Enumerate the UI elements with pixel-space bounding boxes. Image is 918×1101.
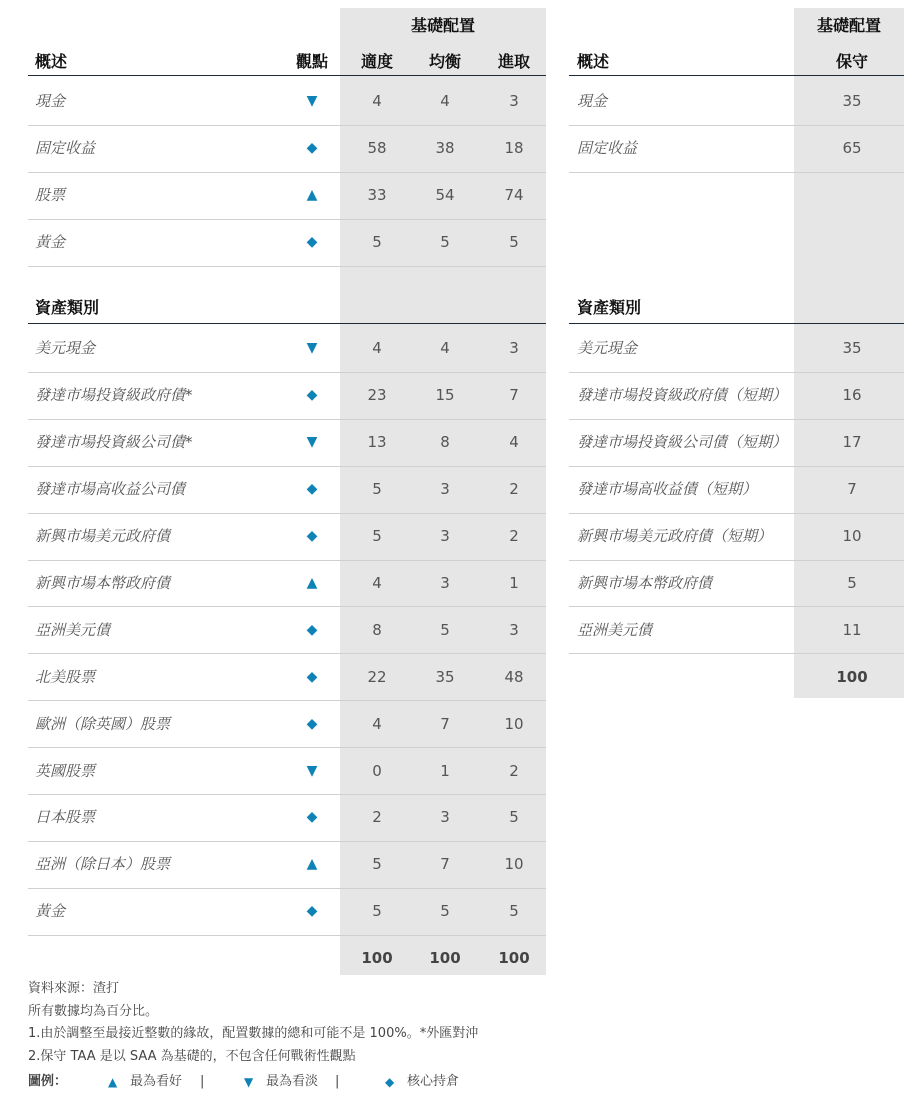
up-indicator-icon: ▲ <box>306 856 318 873</box>
moderate-value: 22 <box>367 667 387 686</box>
conservative-value: 11 <box>842 620 862 639</box>
conservative-total: 100 <box>836 667 868 686</box>
conservative-value: 16 <box>842 386 862 405</box>
left-header-view: 觀點 <box>296 52 329 71</box>
row-label: 發達市場高收益公司債 <box>35 480 186 499</box>
aggressive-value: 74 <box>504 186 524 205</box>
row-divider <box>28 560 546 561</box>
balanced-value: 38 <box>435 139 455 158</box>
row-label: 亞洲美元債 <box>577 620 653 639</box>
balanced-value: 5 <box>440 902 450 921</box>
row-divider <box>569 560 904 561</box>
moderate-value: 8 <box>372 620 382 639</box>
balanced-total: 100 <box>429 949 461 968</box>
left-header-agg: 進取 <box>497 52 530 71</box>
row-divider <box>28 172 546 173</box>
row-label: 美元現金 <box>577 339 638 358</box>
aggressive-value: 3 <box>509 620 519 639</box>
row-label: 固定收益 <box>577 139 638 158</box>
row-label: 新興市場本幣政府債 <box>577 573 713 592</box>
balanced-value: 4 <box>440 92 450 111</box>
balanced-value: 5 <box>440 620 450 639</box>
row-divider <box>569 172 904 173</box>
up-indicator-icon: ▲ <box>306 574 318 591</box>
core-indicator-icon: ◆ <box>306 668 318 685</box>
up-legend-icon: ▲ <box>108 1075 118 1089</box>
moderate-value: 5 <box>372 527 382 546</box>
row-divider <box>569 125 904 126</box>
core-indicator-icon: ◆ <box>306 809 318 826</box>
row-divider <box>569 466 904 467</box>
row-label: 美元現金 <box>35 339 96 358</box>
moderate-value: 5 <box>372 902 382 921</box>
down-indicator-icon: ▼ <box>306 434 318 451</box>
row-divider <box>28 125 546 126</box>
legend-separator: | <box>335 1074 340 1089</box>
row-divider <box>28 935 546 936</box>
balanced-value: 35 <box>435 667 455 686</box>
row-divider <box>28 653 546 654</box>
balanced-value: 3 <box>440 808 450 827</box>
legend-separator: | <box>200 1074 205 1089</box>
core-indicator-icon: ◆ <box>306 528 318 545</box>
moderate-value: 5 <box>372 233 382 252</box>
left-asset-rule <box>28 323 546 324</box>
row-label: 發達市場投資級公司債* <box>35 433 193 452</box>
right-header-rule <box>569 75 904 76</box>
row-divider <box>28 700 546 701</box>
row-label: 新興市場美元政府債 <box>35 527 171 546</box>
down-indicator-icon: ▼ <box>306 762 318 779</box>
right-group-header: 基礎配置 <box>816 16 881 35</box>
balanced-value: 5 <box>440 233 450 252</box>
core-indicator-icon: ◆ <box>306 715 318 732</box>
conservative-value: 17 <box>842 433 862 452</box>
left-header-overview: 概述 <box>35 52 68 71</box>
row-divider <box>28 794 546 795</box>
row-label: 歐洲（除英國）股票 <box>35 714 171 733</box>
balanced-value: 7 <box>440 855 450 874</box>
row-divider <box>28 747 546 748</box>
balanced-value: 7 <box>440 714 450 733</box>
core-indicator-icon: ◆ <box>306 481 318 498</box>
legend-label: 核心持倉 <box>407 1074 460 1089</box>
conservative-value: 5 <box>847 573 857 592</box>
footnote: 資料來源：渣打 <box>28 981 120 996</box>
row-divider <box>28 841 546 842</box>
row-label: 發達市場投資級政府債（短期） <box>577 386 788 405</box>
left-header-rule <box>28 75 546 76</box>
row-divider <box>569 419 904 420</box>
legend-label: 最為看淡 <box>266 1074 319 1089</box>
row-label: 亞洲美元債 <box>35 620 111 639</box>
row-label: 現金 <box>577 92 608 111</box>
aggressive-value: 4 <box>509 433 519 452</box>
row-label: 股票 <box>35 186 66 205</box>
aggressive-value: 2 <box>509 480 519 499</box>
core-indicator-icon: ◆ <box>306 621 318 638</box>
footnote: 所有數據均為百分比。 <box>28 1003 159 1019</box>
aggressive-value: 48 <box>504 667 524 686</box>
aggressive-value: 2 <box>509 761 519 780</box>
moderate-value: 0 <box>372 761 382 780</box>
row-label: 現金 <box>35 92 66 111</box>
row-divider <box>569 653 904 654</box>
core-indicator-icon: ◆ <box>306 903 318 920</box>
core-indicator-icon: ◆ <box>306 387 318 404</box>
right-asset-rule <box>569 323 904 324</box>
row-divider <box>28 372 546 373</box>
row-divider <box>28 888 546 889</box>
row-divider <box>569 372 904 373</box>
moderate-value: 13 <box>367 433 387 452</box>
down-indicator-icon: ▼ <box>306 340 318 357</box>
moderate-value: 23 <box>367 386 387 405</box>
moderate-value: 58 <box>367 139 387 158</box>
row-label: 發達市場高收益債（短期） <box>577 480 758 499</box>
right-header-overview: 概述 <box>577 52 610 71</box>
moderate-value: 4 <box>372 339 382 358</box>
balanced-value: 8 <box>440 433 450 452</box>
balanced-value: 1 <box>440 761 450 780</box>
row-label: 新興市場美元政府債（短期） <box>577 527 773 546</box>
up-indicator-icon: ▲ <box>306 187 318 204</box>
balanced-value: 15 <box>435 386 455 405</box>
right-asset-header: 資產類別 <box>577 298 642 317</box>
aggressive-value: 5 <box>509 808 519 827</box>
row-divider <box>28 513 546 514</box>
conservative-value: 10 <box>842 527 862 546</box>
left-header-bal: 均衡 <box>428 52 461 71</box>
moderate-total: 100 <box>361 949 393 968</box>
conservative-value: 7 <box>847 480 857 499</box>
left-group-header: 基礎配置 <box>410 16 475 35</box>
row-divider <box>28 466 546 467</box>
row-divider <box>28 266 546 267</box>
aggressive-total: 100 <box>498 949 530 968</box>
row-label: 黃金 <box>35 902 66 921</box>
moderate-value: 2 <box>372 808 382 827</box>
legend-title: 圖例： <box>28 1074 68 1089</box>
legend-label: 最為看好 <box>130 1074 183 1089</box>
balanced-value: 3 <box>440 527 450 546</box>
moderate-value: 4 <box>372 714 382 733</box>
row-divider <box>28 219 546 220</box>
aggressive-value: 2 <box>509 527 519 546</box>
footnote: 1.由於調整至最接近整數的緣故，配置數據的總和可能不是 100%。*外匯對沖 <box>28 1026 479 1041</box>
row-label: 新興市場本幣政府債 <box>35 573 171 592</box>
down-legend-icon: ▼ <box>244 1075 254 1089</box>
balanced-value: 3 <box>440 573 450 592</box>
row-label: 日本股票 <box>35 808 96 827</box>
left-header-mod: 適度 <box>360 52 393 71</box>
row-divider <box>569 513 904 514</box>
moderate-value: 33 <box>367 186 387 205</box>
aggressive-value: 5 <box>509 233 519 252</box>
core-indicator-icon: ◆ <box>306 140 318 157</box>
row-label: 固定收益 <box>35 139 96 158</box>
row-label: 黃金 <box>35 233 66 252</box>
core-indicator-icon: ◆ <box>306 234 318 251</box>
conservative-value: 65 <box>842 139 862 158</box>
moderate-value: 5 <box>372 855 382 874</box>
aggressive-value: 10 <box>504 855 524 874</box>
row-label: 亞洲（除日本）股票 <box>35 855 171 874</box>
row-divider <box>569 606 904 607</box>
row-divider <box>28 606 546 607</box>
aggressive-value: 3 <box>509 92 519 111</box>
row-divider <box>28 419 546 420</box>
balanced-value: 3 <box>440 480 450 499</box>
balanced-value: 4 <box>440 339 450 358</box>
left-asset-header: 資產類別 <box>35 298 100 317</box>
conservative-value: 35 <box>842 339 862 358</box>
moderate-value: 4 <box>372 92 382 111</box>
row-label: 發達市場投資級公司債（短期） <box>577 433 788 452</box>
aggressive-value: 7 <box>509 386 519 405</box>
row-label: 英國股票 <box>35 761 96 780</box>
row-label: 發達市場投資級政府債* <box>35 386 193 405</box>
moderate-value: 4 <box>372 573 382 592</box>
right-header-cons: 保守 <box>835 52 868 71</box>
conservative-value: 35 <box>842 92 862 111</box>
balanced-value: 54 <box>435 186 455 205</box>
moderate-value: 5 <box>372 480 382 499</box>
down-indicator-icon: ▼ <box>306 93 318 110</box>
core-legend-icon: ◆ <box>385 1075 395 1089</box>
row-label: 北美股票 <box>35 667 96 686</box>
aggressive-value: 3 <box>509 339 519 358</box>
aggressive-value: 10 <box>504 714 524 733</box>
aggressive-value: 1 <box>509 573 519 592</box>
footnote: 2.保守 TAA 是以 SAA 為基礎的，不包含任何戰術性觀點 <box>28 1048 356 1064</box>
aggressive-value: 18 <box>504 139 524 158</box>
aggressive-value: 5 <box>509 902 519 921</box>
